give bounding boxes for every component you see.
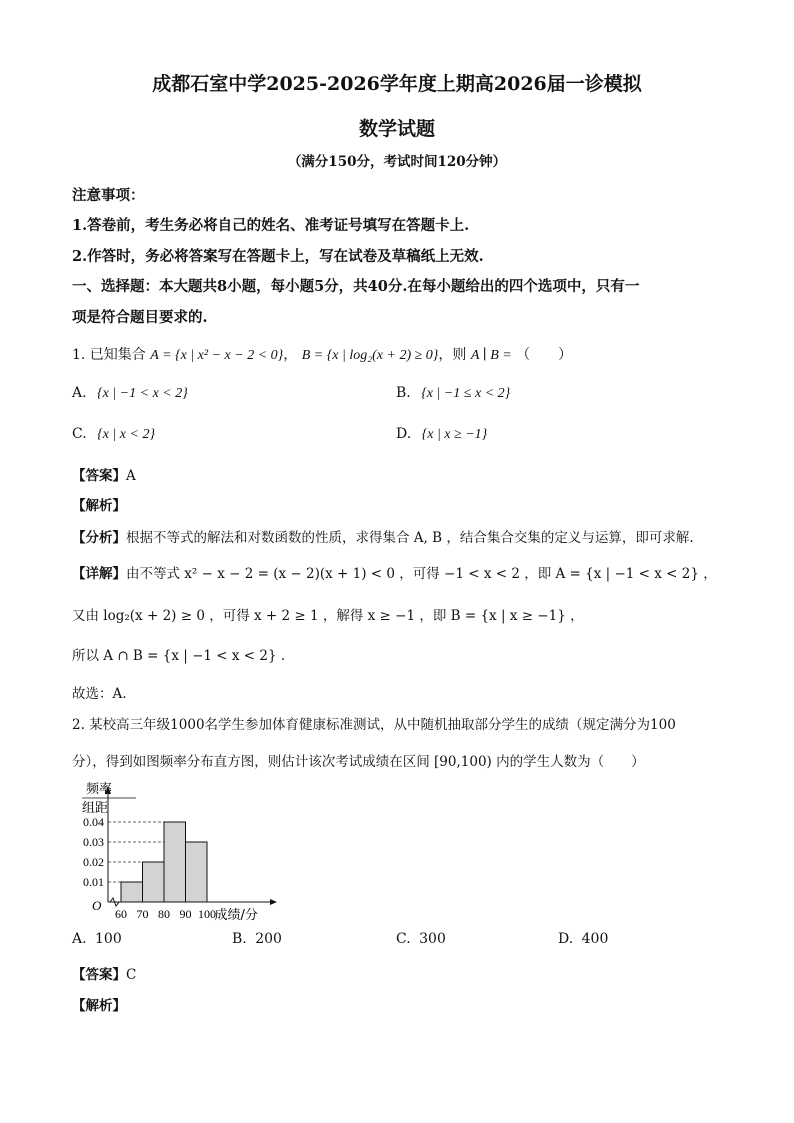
- q2-answer-value: C: [126, 967, 137, 983]
- q1-option-a-text: {x | −1 < x < 2}: [97, 386, 188, 401]
- q2-option-a-text: 100: [95, 931, 122, 947]
- histogram-bar: [143, 862, 165, 902]
- q2-option-d-text: 400: [581, 931, 609, 947]
- q1-xiangjie-line-1: 由不等式 x² − x − 2 = (x − 2)(x + 1) < 0 ，可得 −1 < x < 2 ，即 A = {x | −1 < x < 2} ，: [126, 566, 717, 582]
- q2-option-b: [232, 931, 282, 947]
- q2-option-b-text: 200: [255, 931, 282, 947]
- x-tick-label: 90: [179, 907, 192, 921]
- exam-title: 成都石室中学2025-2026学年度上期高2026届一诊模拟: [152, 73, 642, 95]
- q1-choose: 故选：A.: [72, 686, 127, 702]
- note-item-2: 2.作答时，务必将答案写在答题卡上，写在试卷及草稿纸上无效.: [72, 248, 484, 265]
- q2-option-d: [558, 931, 608, 947]
- x-tick-label: 100: [198, 907, 216, 921]
- histogram-bar: [164, 822, 186, 902]
- q1-option-d-label: D.: [396, 426, 412, 442]
- q1-option-a-label: A.: [72, 385, 87, 401]
- q1-stem-then: ，则: [438, 347, 467, 363]
- q1-option-a: [72, 385, 188, 402]
- histogram-chart: [70, 780, 310, 925]
- y-tick-label: 0.01: [83, 875, 104, 889]
- q1-xiangjie-line-2: 又由 log₂(x + 2) ≥ 0 ，可得 x + 2 ≥ 1 ，解得 x ≥ −1 ，即 B = {x | x ≥ −1} ，: [72, 608, 584, 624]
- q1-xiangjie: [72, 562, 717, 582]
- q1-set-b: B = {x | log₂(x + 2) ≥ 0}: [301, 348, 439, 363]
- q1-set-a: A = {x | x² − x − 2 < 0}: [150, 348, 284, 363]
- notes-heading: 注意事项：: [72, 187, 145, 204]
- q2-stem-line-1: 2. 某校高三年级1000名学生参加体育健康标准测试，从中随机抽取部分学生的成绩（规定满分为100: [72, 717, 676, 733]
- section-1-heading-cont: 项是符合题目要求的.: [72, 309, 208, 326]
- q1-analysis-tag: 【解析】: [72, 498, 126, 514]
- q2-option-d-label: D.: [558, 931, 574, 947]
- q1-stem-intro: 1. 已知集合: [72, 347, 146, 363]
- q1-option-d: [396, 426, 487, 443]
- q2-option-c-text: 300: [419, 931, 446, 947]
- q2-analysis-tag: 【解析】: [72, 998, 126, 1014]
- q1-answer-paren: （ ）: [516, 347, 573, 363]
- y-tick-label: 0.02: [83, 855, 104, 869]
- q1-sep: ，: [283, 347, 298, 363]
- q2-answer-tag: 【答案】: [72, 967, 126, 983]
- origin-label: O: [92, 898, 102, 913]
- q1-option-b-label: B.: [396, 385, 411, 401]
- q2-option-b-label: B.: [232, 931, 247, 947]
- q1-answer: [72, 464, 136, 484]
- q1-option-d-text: {x | x ≥ −1}: [421, 427, 488, 442]
- q1-xiangjie-line-3: 所以 A ∩ B = {x | −1 < x < 2} .: [72, 648, 286, 664]
- q2-option-c: [396, 931, 446, 947]
- note-item-1: 1.答卷前，考生务必将自己的姓名、准考证号填写在答题卡上.: [72, 217, 470, 234]
- q2-answer: [72, 963, 136, 983]
- q1-option-b: [396, 385, 510, 402]
- q1-stem: [72, 344, 572, 364]
- q1-option-b-text: {x | −1 ≤ x < 2}: [421, 386, 511, 401]
- x-tick-label: 80: [158, 907, 170, 921]
- histogram-bar: [186, 842, 208, 902]
- exam-subtitle: 数学试题: [358, 118, 435, 140]
- y-label-bottom: 组距: [82, 801, 109, 816]
- q1-answer-value: A: [126, 468, 136, 484]
- q1-option-c-text: {x | x < 2}: [97, 427, 156, 442]
- q1-option-c-label: C.: [72, 426, 87, 442]
- x-label: 成绩/分: [214, 908, 258, 923]
- x-axis-arrow: [270, 899, 277, 905]
- q1-fenxi-text: 根据不等式的解法和对数函数的性质，求得集合 A, B ，结合集合交集的定义与运算，即可求解.: [126, 530, 694, 546]
- histogram-bar: [121, 882, 143, 902]
- q1-xiangjie-tag: 【详解】: [72, 566, 126, 582]
- x-tick-label: 70: [136, 907, 149, 921]
- q1-fenxi: [72, 526, 694, 546]
- y-tick-label: 0.03: [83, 835, 104, 849]
- y-label-top: 频率: [86, 782, 113, 797]
- q2-option-a-label: A.: [72, 931, 87, 947]
- q2-stem-line-2: 分），得到如图频率分布直方图，则估计该次考试成绩在区间 [90,100) 内的学生人数为（ ）: [72, 754, 645, 770]
- q1-expr: A ∣ B =: [470, 348, 512, 363]
- q2-option-c-label: C.: [396, 931, 411, 947]
- y-tick-label: 0.04: [83, 815, 104, 829]
- q1-answer-tag: 【答案】: [72, 468, 126, 484]
- x-tick-label: 60: [115, 907, 127, 921]
- section-1-heading: 一、选择题：本大题共8小题，每小题5分，共40分.在每小题给出的四个选项中，只有一: [72, 278, 640, 295]
- q1-fenxi-tag: 【分析】: [72, 530, 126, 546]
- q2-option-a: [72, 931, 122, 947]
- q1-option-c: [72, 426, 155, 443]
- exam-info: （满分150分，考试时间120分钟）: [287, 154, 507, 170]
